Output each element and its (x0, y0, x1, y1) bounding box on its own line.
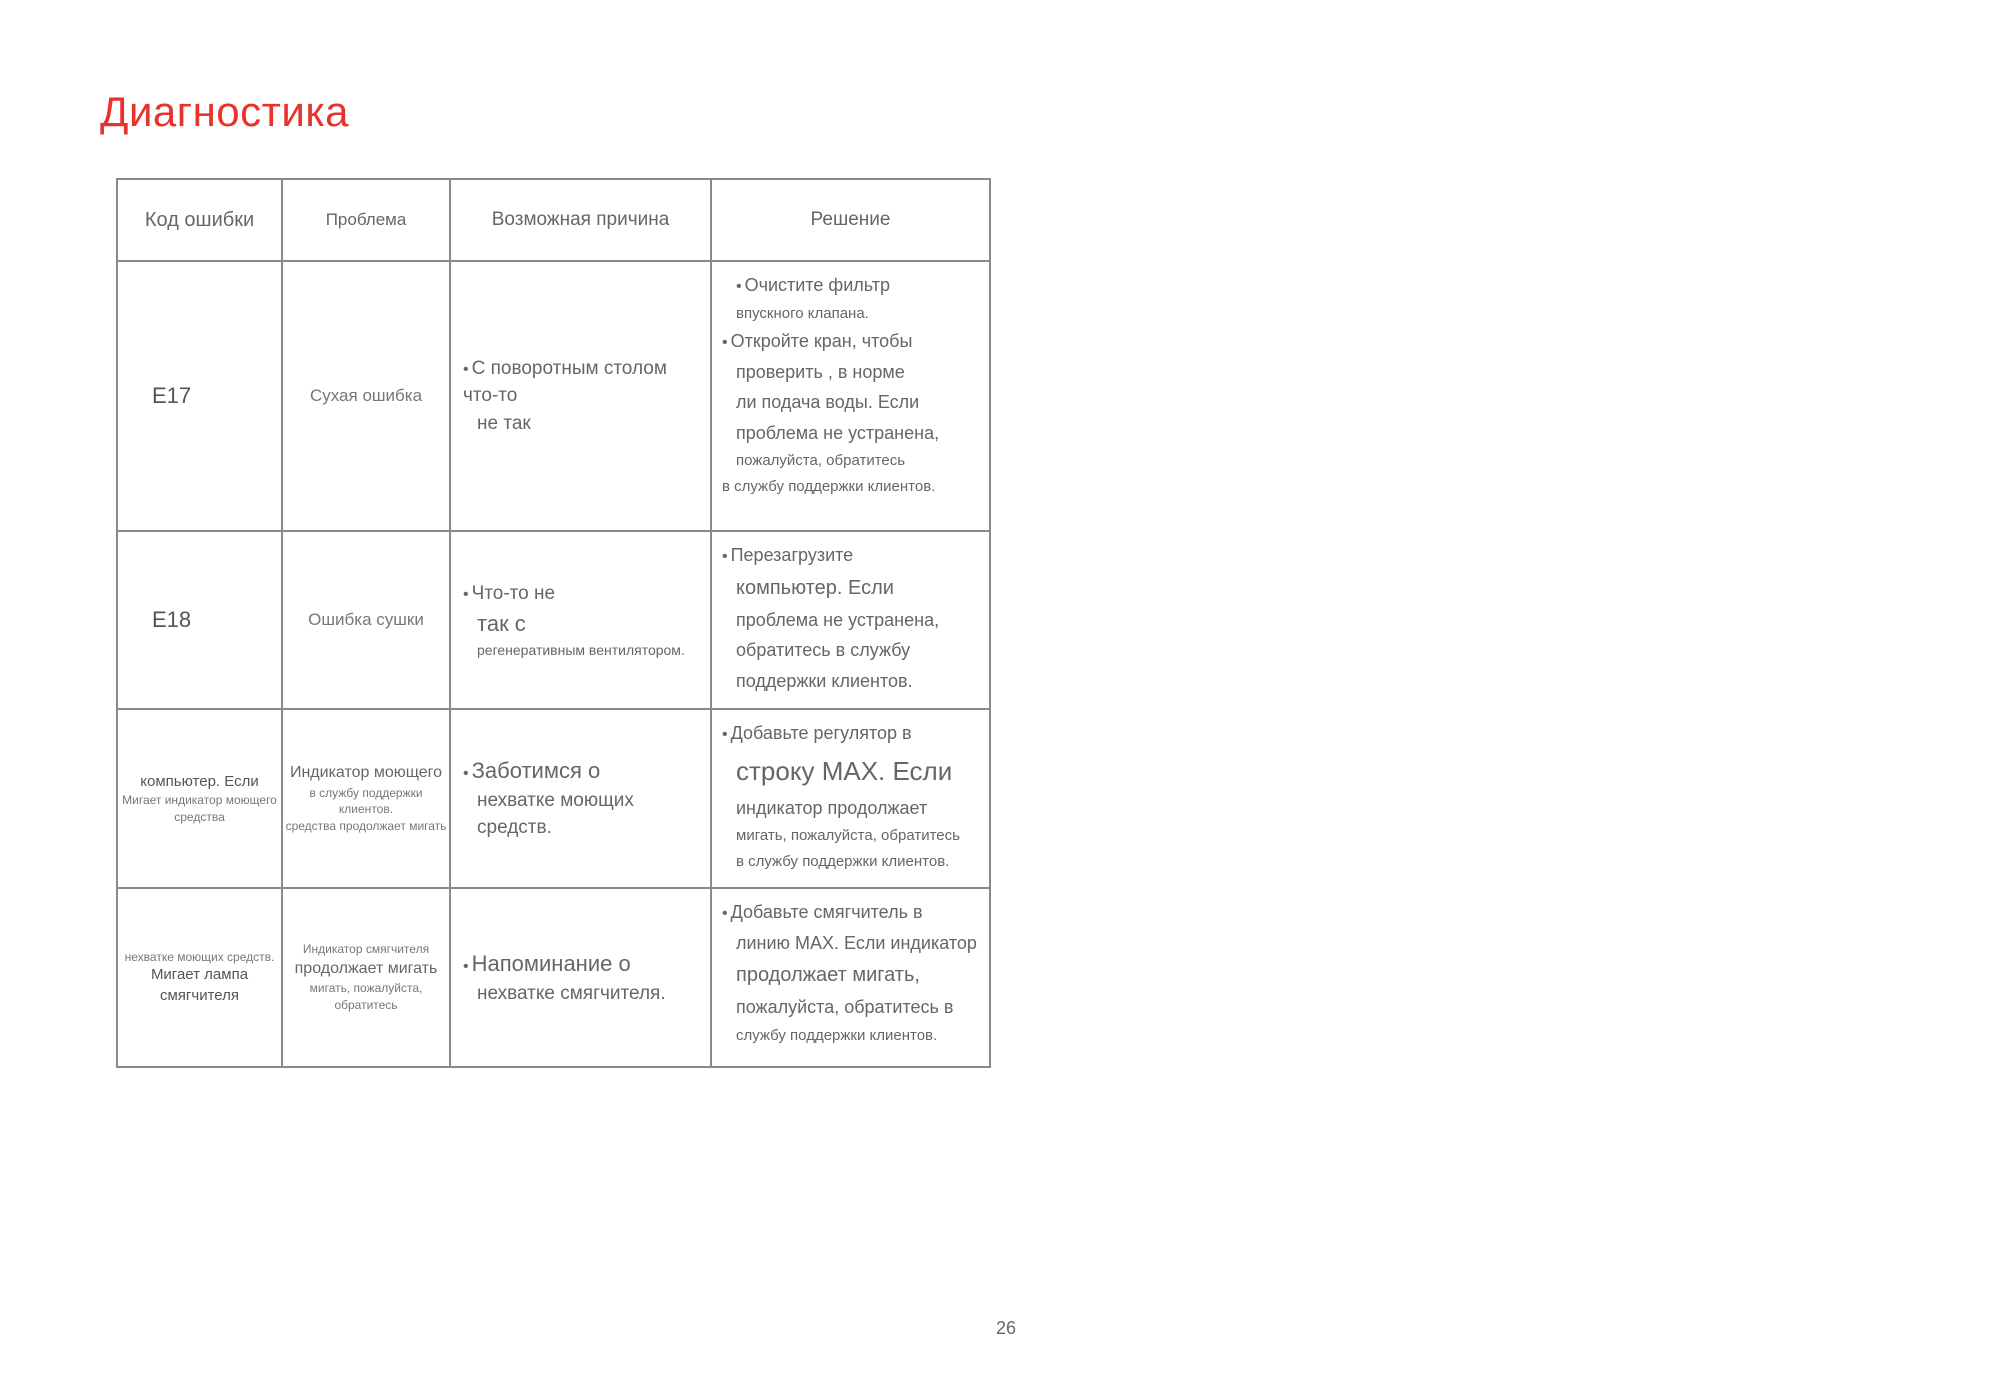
solution-line: Откройте кран, чтобы (730, 331, 913, 352)
bullet-icon: • (463, 586, 469, 604)
solution-line: продолжает мигать, (736, 964, 920, 987)
problem-line: Индикатор смягчителя (302, 942, 430, 957)
error-code-cell: E17 (117, 261, 282, 531)
problem-line: Индикатор моющего (289, 764, 443, 782)
bullet-icon: • (722, 905, 728, 922)
problem-cell: Сухая ошибка (282, 261, 450, 531)
solution-line: Перезагрузите (730, 545, 854, 565)
solution-line: в службу поддержки клиентов. (736, 852, 950, 870)
bullet-icon: • (722, 726, 728, 743)
cause-cell (450, 531, 711, 709)
solution-line: строку MAX. Если (736, 755, 953, 786)
problem-line: в службу поддержки клиентов. (309, 785, 423, 817)
cause-line: С поворотным столом что-то (463, 357, 667, 407)
problem-line: продолжает мигать (294, 959, 438, 977)
error-code-cell (117, 888, 282, 1067)
cause-cell (450, 888, 711, 1067)
problem-line: средства продолжает мигать (285, 819, 447, 834)
bullet-icon: • (463, 360, 469, 378)
table-row (117, 709, 990, 888)
solution-line: пожалуйста, обратитесь (736, 452, 906, 470)
solution-line: линию MAX. Если индикатор (736, 932, 977, 953)
solution-line: проблема не устранена, (736, 422, 940, 443)
solution-line: Добавьте смягчитель в (730, 902, 923, 922)
solution-line: ли подача воды. Если (736, 392, 920, 413)
solution-line: проверить , в норме (736, 361, 905, 382)
solution-line: проблема не устранена, (736, 609, 940, 630)
solution-line: впускного клапана. (736, 304, 869, 322)
diagnostics-table (116, 178, 991, 1068)
problem-cell: Ошибка сушки (282, 531, 450, 709)
solution-line: индикатор продолжает (736, 797, 928, 818)
solution-cell (711, 261, 990, 531)
bullet-icon: • (463, 957, 469, 975)
bullet-icon: • (463, 765, 469, 782)
cause-line: Что-то не (471, 583, 556, 605)
solution-line: пожалуйста, обратитесь в (736, 997, 954, 1018)
error-code-cell (117, 709, 282, 888)
header-problem: Проблема (282, 179, 450, 261)
code-line: нехватке моющих средств. (124, 950, 275, 965)
table-row (117, 261, 990, 531)
solution-line: в службу поддержки клиентов. (722, 477, 936, 495)
solution-cell (711, 888, 990, 1067)
header-possible-cause: Возможная причина (450, 179, 711, 261)
cause-line: так с (477, 610, 526, 636)
cause-cell (450, 709, 711, 888)
problem-cell (282, 888, 450, 1067)
problem-line: мигать, пожалуйста, обратитесь (309, 981, 423, 1013)
header-solution: Решение (711, 179, 990, 261)
solution-line: мигать, пожалуйста, обратитесь (736, 827, 960, 845)
cause-cell (450, 261, 711, 531)
solution-line: службу поддержки клиентов. (736, 1026, 938, 1044)
page-number: 26 (996, 1318, 1017, 1338)
table-row (117, 531, 990, 709)
problem-cell (282, 709, 450, 888)
table-header-row (117, 179, 990, 261)
solution-line: Очистите фильтр (744, 275, 890, 295)
error-code-cell: E18 (117, 531, 282, 709)
solution-line: обратитесь в службу (736, 640, 911, 661)
header-error-code: Код ошибки (117, 179, 282, 261)
solution-line: Добавьте регулятор в (730, 723, 912, 743)
cause-line: регенеративным вентилятором. (477, 641, 685, 658)
cause-line: не так (477, 412, 531, 434)
solution-cell (711, 709, 990, 888)
code-line: Мигает индикатор моющего средства (122, 793, 277, 824)
code-line: компьютер. Если (140, 773, 259, 791)
code-line: Мигает лампа смягчителя (150, 966, 249, 1004)
page-title: Диагностика (100, 88, 349, 135)
solution-line: компьютер. Если (736, 576, 894, 599)
cause-line: нехватке смягчителя. (477, 982, 666, 1004)
solution-cell (711, 531, 990, 709)
cause-line: Напоминание о (471, 950, 631, 976)
solution-line: поддержки клиентов. (736, 670, 913, 691)
bullet-icon: • (722, 334, 728, 352)
bullet-icon: • (722, 548, 728, 565)
bullet-icon: • (736, 278, 742, 295)
cause-line: Заботимся о (471, 758, 601, 783)
cause-line: нехватке моющих средств. (477, 789, 634, 839)
table-row (117, 888, 990, 1067)
